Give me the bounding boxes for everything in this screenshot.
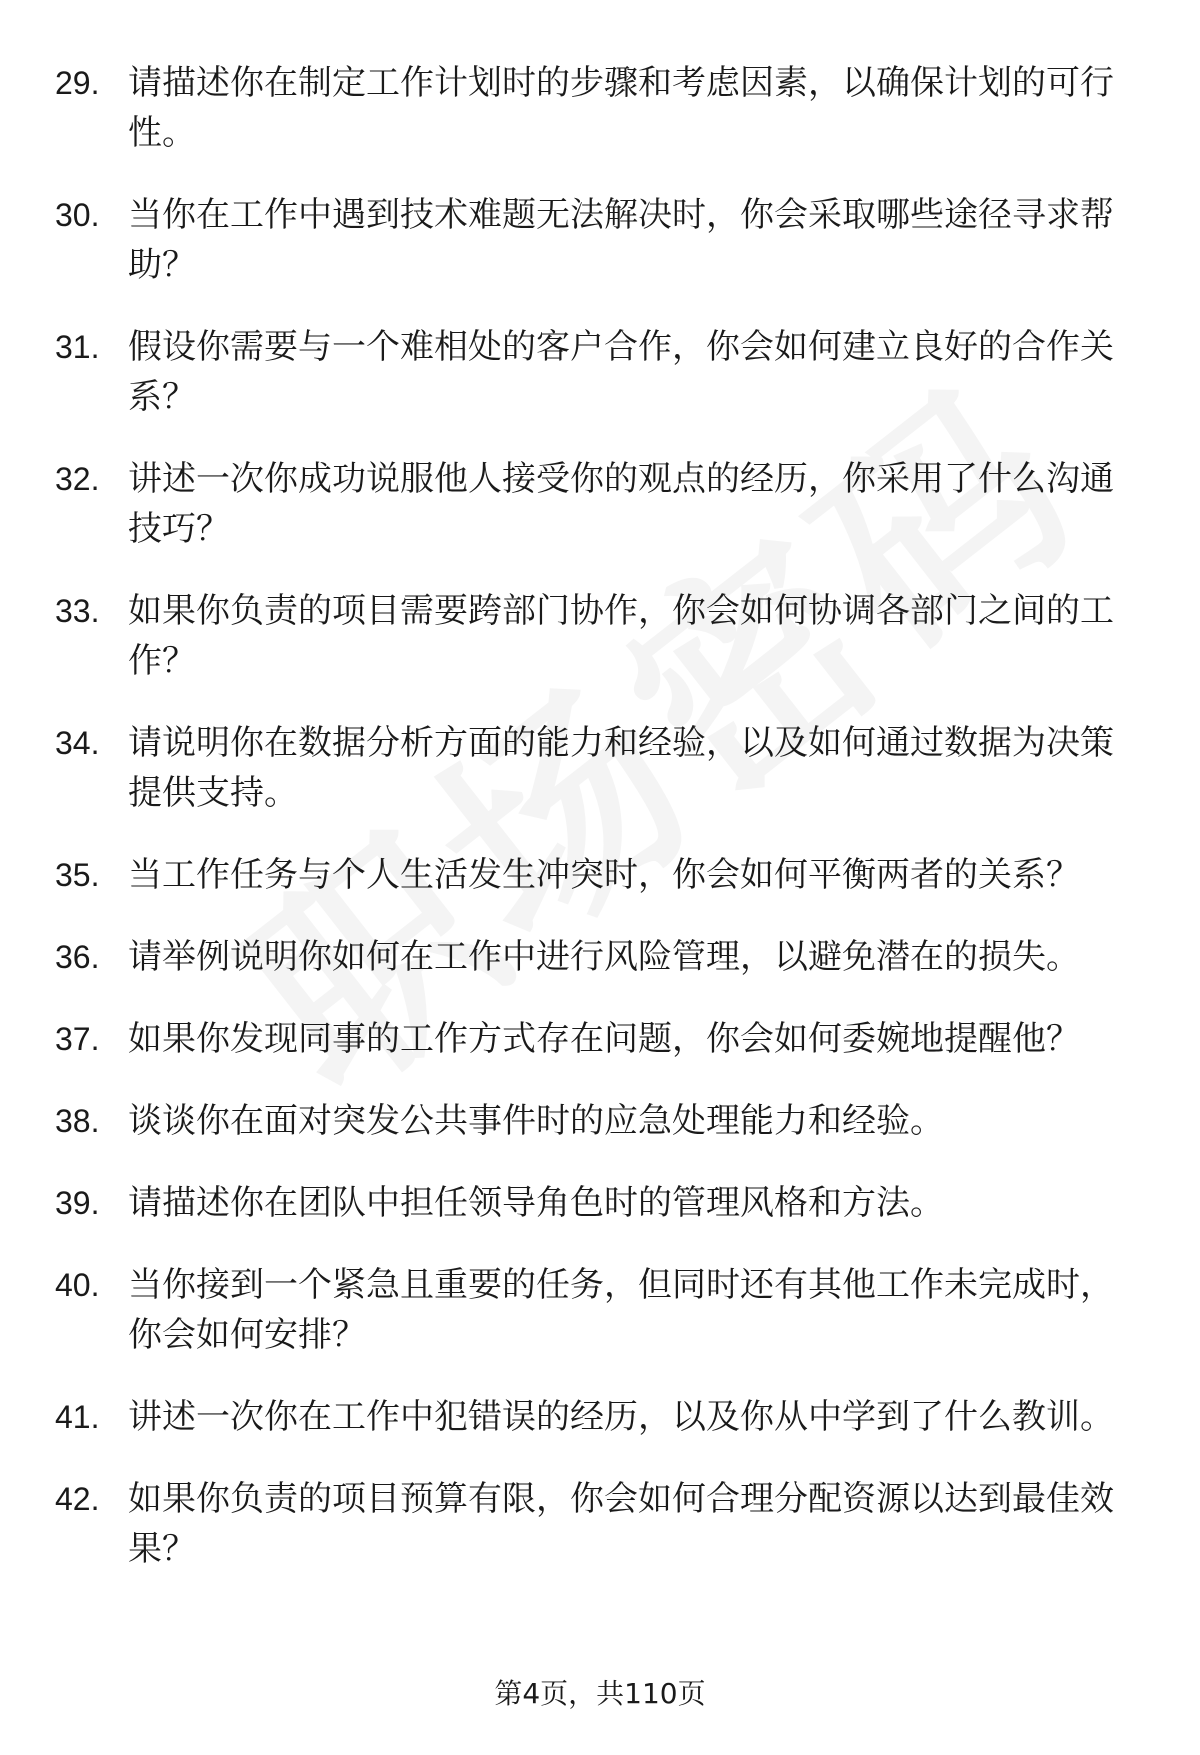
list-item xyxy=(0,1096,1200,1146)
list-item xyxy=(0,718,1200,818)
question-text: 如果你负责的项目需要跨部门协作，你会如何协调各部门之间的工作？ xyxy=(128,591,1114,681)
question-text: 谈谈你在面对突发公共事件时的应急处理能力和经验。 xyxy=(128,1101,944,1141)
list-item xyxy=(0,1392,1200,1442)
list-item xyxy=(0,322,1200,422)
list-item xyxy=(0,190,1200,290)
question-number: 29. xyxy=(55,65,100,101)
question-text: 请描述你在团队中担任领导角色时的管理风格和方法。 xyxy=(128,1183,944,1223)
list-item xyxy=(0,1474,1200,1574)
list-item xyxy=(0,850,1200,900)
question-number: 34. xyxy=(55,725,100,761)
question-number: 35. xyxy=(55,857,100,893)
question-text: 请说明你在数据分析方面的能力和经验，以及如何通过数据为决策提供支持。 xyxy=(128,723,1114,813)
list-item xyxy=(0,932,1200,982)
question-text: 假设你需要与一个难相处的客户合作，你会如何建立良好的合作关系？ xyxy=(128,327,1114,417)
question-number: 41. xyxy=(55,1399,100,1435)
question-number: 42. xyxy=(55,1481,100,1517)
question-text: 如果你负责的项目预算有限，你会如何合理分配资源以达到最佳效果？ xyxy=(128,1479,1114,1569)
question-number: 40. xyxy=(55,1267,100,1303)
list-item xyxy=(0,454,1200,554)
list-item xyxy=(0,586,1200,686)
question-number: 32. xyxy=(55,461,100,497)
page-number-label: 第4页，共110页 xyxy=(494,1677,706,1710)
question-number: 37. xyxy=(55,1021,100,1057)
question-number: 36. xyxy=(55,939,100,975)
question-list xyxy=(0,58,1200,1606)
question-text: 讲述一次你成功说服他人接受你的观点的经历，你采用了什么沟通技巧？ xyxy=(128,459,1114,549)
question-text: 请描述你在制定工作计划时的步骤和考虑因素，以确保计划的可行性。 xyxy=(128,63,1114,153)
question-text: 当你在工作中遇到技术难题无法解决时，你会采取哪些途径寻求帮助？ xyxy=(128,195,1114,285)
question-number: 39. xyxy=(55,1185,100,1221)
question-number: 38. xyxy=(55,1103,100,1139)
list-item xyxy=(0,1178,1200,1228)
question-number: 31. xyxy=(55,329,100,365)
list-item xyxy=(0,1260,1200,1360)
question-text: 如果你发现同事的工作方式存在问题，你会如何委婉地提醒他？ xyxy=(128,1019,1080,1059)
question-text: 请举例说明你如何在工作中进行风险管理，以避免潜在的损失。 xyxy=(128,937,1080,977)
question-text: 讲述一次你在工作中犯错误的经历，以及你从中学到了什么教训。 xyxy=(128,1397,1114,1437)
question-text: 当工作任务与个人生活发生冲突时，你会如何平衡两者的关系？ xyxy=(128,855,1080,895)
list-item xyxy=(0,1014,1200,1064)
question-number: 30. xyxy=(55,197,100,233)
page-footer xyxy=(0,1672,1200,1712)
question-text: 当你接到一个紧急且重要的任务，但同时还有其他工作未完成时，你会如何安排？ xyxy=(128,1265,1114,1355)
list-item xyxy=(0,58,1200,158)
question-number: 33. xyxy=(55,593,100,629)
